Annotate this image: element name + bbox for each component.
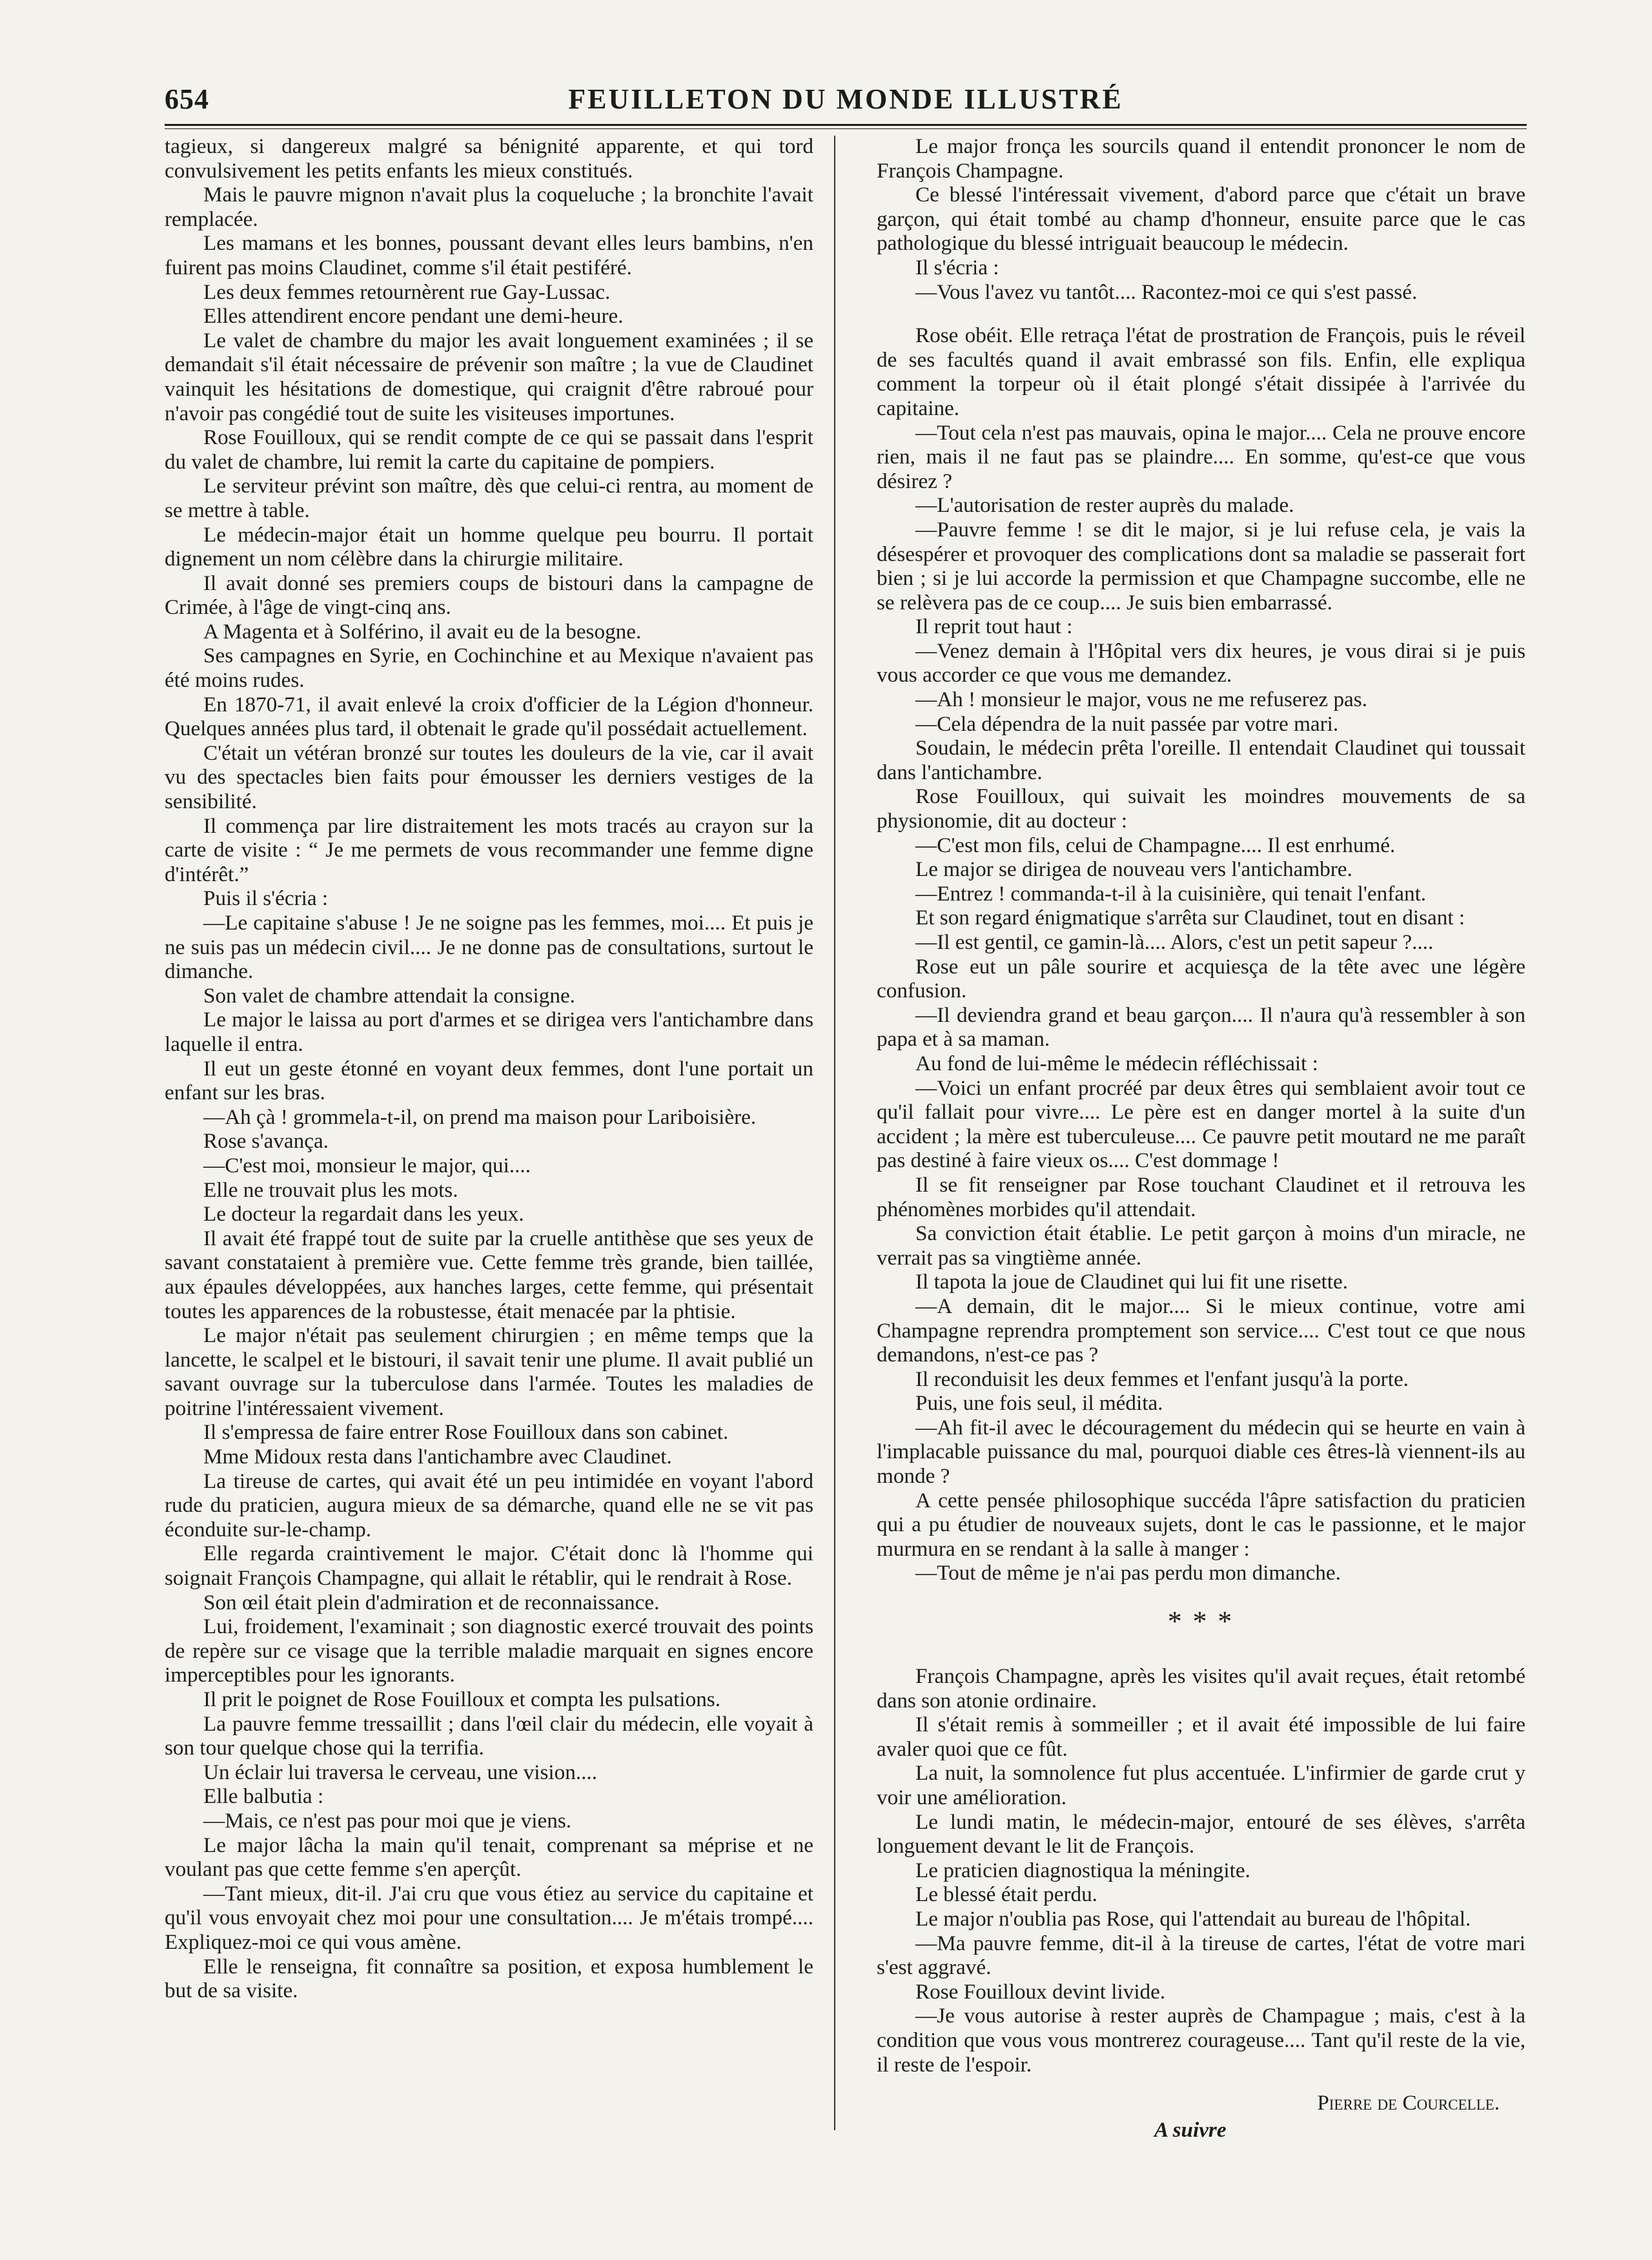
paragraph: Rose obéit. Elle retraça l'état de prostration de François, puis le réveil de ses facultés quand il avait embrassé son fils. Enfin, elle expliqua comment la torpeur où il était plongé s'était dissipée à l'arrivée du capitaine. (877, 323, 1525, 420)
paragraph: Le major se dirigea de nouveau vers l'antichambre. (915, 857, 1352, 882)
paragraph: Elle regarda craintivement le major. C'était donc là l'homme qui soignait François Champagne, qui allait le rétablir, qui le rendrait à Rose. (165, 1542, 813, 1591)
paragraph: Elles attendirent encore pendant une demi-heure. (203, 304, 624, 329)
paragraph: Il avait été frappé tout de suite par la cruelle antithèse que ses yeux de savant constataient à première vue. Cette femme très grande, bien taillée, aux épaules développées, aux hanches larges, cette femme, qui présentait toutes les apparences de la robustesse, était menacée par la phtisie. (165, 1226, 813, 1323)
paragraph: —C'est mon fils, celui de Champagne.... Il est enrhumé. (915, 833, 1396, 857)
paragraph: —Vous l'avez vu tantôt.... Racontez-moi ce qui s'est passé. (915, 280, 1418, 304)
author-signature: Pierre de Courcelle. (1317, 2091, 1500, 2115)
paragraph: La pauvre femme tressaillit ; dans l'œil clair du médecin, elle voyait à son tour quelque chose qui la terrifia. (165, 1711, 813, 1760)
paragraph: —L'autorisation de rester auprès du malade. (915, 493, 1294, 518)
paragraph: —Entrez ! commanda-t-il à la cuisinière, qui tenait l'enfant. (915, 881, 1427, 906)
running-title: FEUILLETON DU MONDE ILLUSTRÉ (568, 83, 1123, 115)
paragraph: Rose Fouilloux devint livide. (915, 1979, 1166, 2004)
header-rule (165, 124, 1527, 126)
paragraph: Le major n'était pas seulement chirurgien ; en même temps que la lancette, le scalpel et le bistouri, il savait tenir une plume. Il avait publié un savant ouvrage sur la tuberculose dans l'armée. Toutes les maladies de poitrine l'intéressaient vivement. (165, 1323, 813, 1420)
paragraph: —Ah ! monsieur le major, vous ne me refuserez pas. (915, 687, 1367, 712)
paragraph: Mme Midoux resta dans l'antichambre avec Claudinet. (203, 1445, 672, 1469)
left-column (165, 134, 813, 2142)
paragraph: —Tout cela n'est pas mauvais, opina le major.... Cela ne prouve encore rien, mais il ne faut pas se plaindre.... En somme, qu'est-ce que vous désirez ? (877, 420, 1525, 493)
paragraph: Elle balbutia : (203, 1784, 324, 1809)
paragraph: Son œil était plein d'admiration et de reconnaissance. (203, 1590, 660, 1614)
paragraph: Ce blessé l'intéressait vivement, d'abord parce que c'était un brave garçon, qui était tombé au champ d'honneur, ensuite parce que le cas pathologique du blessé intriguait beaucoup le médecin. (877, 183, 1525, 256)
paragraph: —Mais, ce n'est pas pour moi que je viens. (203, 1808, 572, 1833)
paragraph: Le médecin-major était un homme quelque peu bourru. Il portait dignement un nom célèbre dans la chirurgie militaire. (165, 522, 813, 571)
paragraph: —C'est moi, monsieur le major, qui.... (203, 1153, 531, 1177)
paragraph: Le major n'oublia pas Rose, qui l'attendait au bureau de l'hôpital. (915, 1906, 1471, 1931)
column-divider (834, 136, 835, 2130)
paragraph: Il s'était remis à sommeiller ; et il avait été impossible de lui faire avaler quoi que ce fût. (877, 1713, 1525, 1761)
paragraph: Les deux femmes retournèrent rue Gay-Lussac. (203, 280, 611, 304)
paragraph: Le major fronça les sourcils quand il entendit prononcer le nom de François Champagne. (877, 134, 1525, 183)
paragraph: Le major le laissa au port d'armes et se dirigea vers l'antichambre dans laquelle il entra. (165, 1008, 813, 1056)
paragraph: —Voici un enfant procréé par deux êtres qui semblaient avoir tout ce qu'il fallait pour vivre.... Le père est en danger mortel à la suite d'un accident ; la mère est tuberculeuse.... Ce pauvre petit moutard ne me paraît pas destiné à faire vieux os.... C'est dommage ! (877, 1075, 1525, 1173)
paragraph: Il s'écria : (915, 255, 999, 280)
paragraph: A Magenta et à Solférino, il avait eu de la besogne. (203, 619, 642, 644)
paragraph: —Venez demain à l'Hôpital vers dix heures, je vous dirai si je puis vous accorder ce que vous me demandez. (877, 638, 1525, 687)
right-column-part1 (877, 134, 1525, 1585)
paragraph: —Je vous autorise à rester auprès de Champague ; mais, c'est à la condition que vous vous montrerez courageuse.... Tant qu'il reste de la vie, il reste de l'espoir. (877, 2004, 1525, 2077)
paragraph: tagieux, si dangereux malgré sa bénignité apparente, et qui tord convulsivement les petits enfants les mieux constitués. (165, 134, 813, 183)
paragraph: Rose eut un pâle sourire et acquiesça de la tête avec une légère confusion. (877, 954, 1525, 1003)
paragraph: Rose s'avança. (203, 1129, 329, 1154)
section-ornament: * * * (1167, 1605, 1235, 1638)
paragraph: —Il est gentil, ce gamin-là.... Alors, c'est un petit sapeur ?.... (915, 930, 1434, 954)
paragraph: —Le capitaine s'abuse ! Je ne soigne pas les femmes, moi.... Et puis je ne suis pas un médecin civil.... Je ne donne pas de consultations, surtout le dimanche. (165, 911, 813, 984)
paragraph: Les mamans et les bonnes, poussant devant elles leurs bambins, n'en fuirent pas moins Claudinet, comme s'il était pestiféré. (165, 231, 813, 280)
paragraph: Le valet de chambre du major les avait longuement examinées ; il se demandait s'il était nécessaire de prévenir son maître ; la vue de Claudinet vainquit les hésitations de domestique, qui craignit d'être rabroué pour n'avoir pas congédié tout de suite les visiteuses importunes. (165, 328, 813, 425)
paragraph: Puis, une fois seul, il médita. (915, 1391, 1163, 1416)
paragraph: Elle le renseigna, fit connaître sa position, et exposa humblement le but de sa visite. (165, 1954, 813, 2003)
paragraph: Puis il s'écria : (203, 886, 329, 911)
paragraph: Ses campagnes en Syrie, en Cochinchine et au Mexique n'avaient pas été moins rudes. (165, 644, 813, 693)
paragraph: Il commença par lire distraitement les mots tracés au crayon sur la carte de visite : “ Je me permets de vous recommander une femme digne d'intérêt.” (165, 813, 813, 886)
paragraph: A cette pensée philosophique succéda l'âpre satisfaction du praticien qui a pu étudier de nouveaux sujets, dont le cas le passionne, et le major murmura en se rendant à la salle à manger : (877, 1488, 1525, 1561)
paragraph: C'était un vétéran bronzé sur toutes les douleurs de la vie, car il avait vu des spectacles bien faits pour émousser les derniers vestiges de la sensibilité. (165, 740, 813, 814)
paragraph: François Champagne, après les visites qu'il avait reçues, était retombé dans son atonie ordinaire. (877, 1664, 1525, 1713)
paragraph: La tireuse de cartes, qui avait été un peu intimidée en voyant l'abord rude du praticien, augura mieux de sa démarche, quand elle ne se vit pas éconduite sur-le-champ. (165, 1469, 813, 1542)
paragraph: En 1870-71, il avait enlevé la croix d'officier de la Légion d'honneur. Quelques années plus tard, il obtenait le grade qu'il possédait actuellement. (165, 692, 813, 741)
paragraph: —Il deviendra grand et beau garçon.... Il n'aura qu'à ressembler à son papa et à sa maman. (877, 1003, 1525, 1052)
paragraph: —Tant mieux, dit-il. J'ai cru que vous étiez au service du capitaine et qu'il vous envoyait chez moi pour une consultation.... Je m'étais trompé.... Expliquez-moi ce qui vous amène. (165, 1881, 813, 1954)
paragraph: Rose Fouilloux, qui suivait les moindres mouvements de sa physionomie, dit au docteur : (877, 784, 1525, 833)
paragraph: Et son regard énigmatique s'arrêta sur Claudinet, tout en disant : (915, 906, 1465, 930)
to-be-continued: A suivre (1154, 2117, 1227, 2142)
paragraph: Au fond de lui-même le médecin réfléchissait : (915, 1051, 1318, 1075)
paragraph: Il avait donné ses premiers coups de bistouri dans la campagne de Crimée, à l'âge de vingt-cinq ans. (165, 571, 813, 620)
paragraph: Le blessé était perdu. (915, 1882, 1097, 1907)
paragraph: —Ah fit-il avec le découragement du médecin qui se heurte en vain à l'implacable puissance du mal, pourquoi diable ces êtres-là viennent-ils au monde ? (877, 1415, 1525, 1489)
paragraph: Soudain, le médecin prêta l'oreille. Il entendait Claudinet qui toussait dans l'antichambre. (877, 736, 1525, 784)
page-number: 654 (165, 83, 209, 115)
header-rule-thin (165, 128, 1527, 129)
paragraph: Son valet de chambre attendait la consigne. (203, 983, 575, 1008)
paragraph: Mais le pauvre mignon n'avait plus la coqueluche ; la bronchite l'avait remplacée. (165, 183, 813, 231)
paragraph: Un éclair lui traversa le cerveau, une vision.... (203, 1760, 598, 1784)
paragraph: Le lundi matin, le médecin-major, entouré de ses élèves, s'arrêta longuement devant le lit de François. (877, 1809, 1525, 1858)
paragraph: Sa conviction était établie. Le petit garçon à moins d'un miracle, ne verrait pas sa vingtième année. (877, 1221, 1525, 1270)
paragraph: Il s'empressa de faire entrer Rose Fouilloux dans son cabinet. (203, 1420, 729, 1445)
paragraph: Il tapota la joue de Claudinet qui lui fit une risette. (915, 1270, 1349, 1294)
right-column (877, 134, 1525, 2142)
paragraph: —Ah çà ! grommela-t-il, on prend ma maison pour Lariboisière. (203, 1105, 757, 1129)
paragraph: Lui, froidement, l'examinait ; son diagnostic exercé trouvait des points de repère sur ce visage que la terrible maladie marquait en signes encore imperceptibles pour les ignorants. (165, 1614, 813, 1687)
paragraph: Rose Fouilloux, qui se rendit compte de ce qui se passait dans l'esprit du valet de chambre, lui remit la carte du capitaine de pompiers. (165, 425, 813, 474)
paragraph: —Ma pauvre femme, dit-il à la tireuse de cartes, l'état de votre mari s'est aggravé. (877, 1931, 1525, 1980)
paragraph: Le docteur la regardait dans les yeux. (203, 1202, 524, 1227)
paragraph: Le major lâcha la main qu'il tenait, comprenant sa méprise et ne voulant pas que cette femme s'en aperçût. (165, 1833, 813, 1882)
paragraph: Il reprit tout haut : (915, 615, 1073, 639)
paragraph: Il se fit renseigner par Rose touchant Claudinet et il retrouva les phénomènes morbides qu'il attendait. (877, 1172, 1525, 1221)
paragraph: La nuit, la somnolence fut plus accentuée. L'infirmier de garde crut y voir une amélioration. (877, 1761, 1525, 1809)
paragraph: Il reconduisit les deux femmes et l'enfant jusqu'à la porte. (915, 1367, 1409, 1391)
paragraph: —Cela dépendra de la nuit passée par votre mari. (915, 711, 1339, 736)
right-column-part2 (877, 1664, 1525, 2077)
paragraph: Il prit le poignet de Rose Fouilloux et compta les pulsations. (203, 1687, 721, 1711)
paragraph: —A demain, dit le major.... Si le mieux continue, votre ami Champagne reprendra promptement son service.... C'est tout ce que nous demandons, n'est-ce pas ? (877, 1294, 1525, 1367)
paragraph: Le serviteur prévint son maître, dès que celui-ci rentra, au moment de se mettre à table. (165, 474, 813, 522)
page-header (165, 83, 1527, 128)
paragraph: Il eut un geste étonné en voyant deux femmes, dont l'une portait un enfant sur les bras. (165, 1056, 813, 1105)
paragraph: Elle ne trouvait plus les mots. (203, 1177, 458, 1202)
paragraph: —Pauvre femme ! se dit le major, si je lui refuse cela, je vais la désespérer et provoquer des complications dont sa maladie se passerait fort bien ; si je lui accorde la permission et que Champagne succombe, elle ne se relèvera pas de ce coup.... Je suis bien embarrassé. (877, 517, 1525, 615)
paragraph: Le praticien diagnostiqua la méningite. (915, 1858, 1250, 1882)
paragraph: —Tout de même je n'ai pas perdu mon dimanche. (915, 1561, 1341, 1585)
